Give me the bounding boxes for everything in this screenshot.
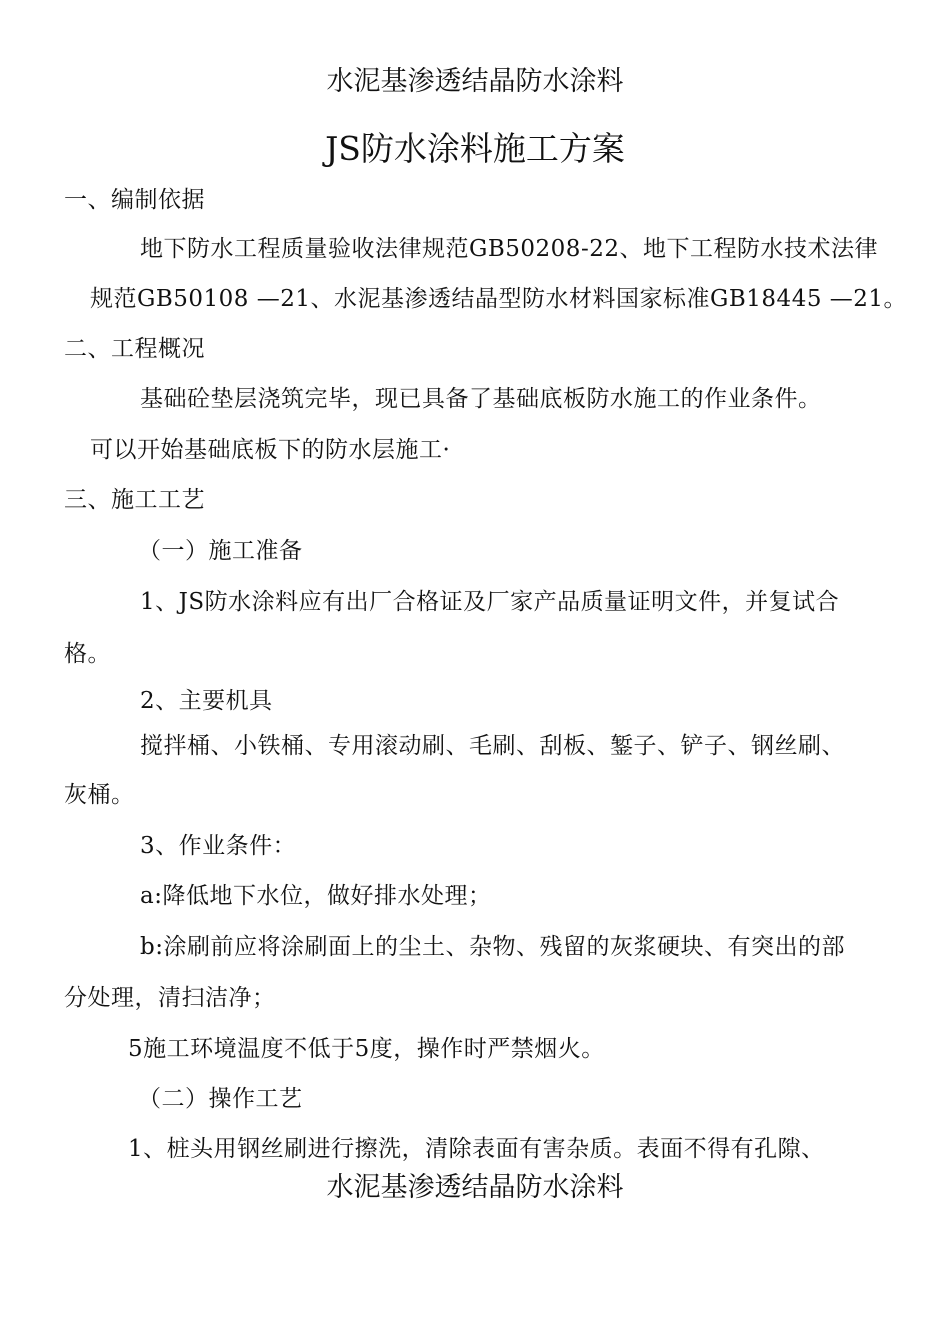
list-item-line: 分处理，清扫洁净；	[64, 985, 276, 1011]
list-item-line: 2、主要机具	[140, 688, 273, 714]
list-item-line: 1、JS防水涂料应有出厂合格证及厂家产品质量证明文件，并复试合	[140, 589, 840, 615]
list-item-line: b:涂刷前应将涂刷面上的尘土、杂物、残留的灰浆硬块、有突出的部	[140, 934, 845, 960]
list-item-line: 格。	[64, 641, 111, 667]
list-item-line: 3、作业条件：	[140, 833, 297, 859]
list-item-line: a:降低地下水位，做好排水处理；	[140, 883, 492, 909]
section-2-heading: 二、工程概况	[64, 336, 205, 362]
paragraph-line: 地下防水工程质量验收法律规范GB50208-22、地下工程防水技术法律	[140, 236, 878, 262]
footer-title: 水泥基渗透结晶防水涂料	[326, 1172, 624, 1203]
list-item-line: 1、桩头用钢丝刷进行擦洗，清除表面有害杂质。表面不得有孔隙、	[128, 1136, 825, 1162]
paragraph-line: 可以开始基础底板下的防水层施工·	[90, 437, 451, 463]
paragraph-line: 基础砼垫层浇筑完毕，现已具备了基础底板防水施工的作业条件。	[140, 386, 822, 412]
section-3-heading: 三、施工工艺	[64, 487, 205, 513]
subsection-heading: （一）施工准备	[138, 538, 303, 564]
header-title: 水泥基渗透结晶防水涂料	[326, 66, 624, 97]
subsection-heading: （二）操作工艺	[138, 1086, 303, 1112]
list-item-line: 灰桶。	[64, 782, 135, 808]
list-item-line: 5施工环境温度不低于5度，操作时严禁烟火。	[128, 1036, 605, 1062]
paragraph-line: 规范GB50108 —21、水泥基渗透结晶型防水材料国家标准GB18445 —21。	[90, 286, 908, 312]
section-1-heading: 一、编制依据	[64, 187, 205, 213]
main-title: JS防水涂料施工方案	[325, 129, 625, 168]
list-item-line: 搅拌桶、小铁桶、专用滚动刷、毛刷、刮板、錾子、铲子、钢丝刷、	[140, 733, 845, 759]
